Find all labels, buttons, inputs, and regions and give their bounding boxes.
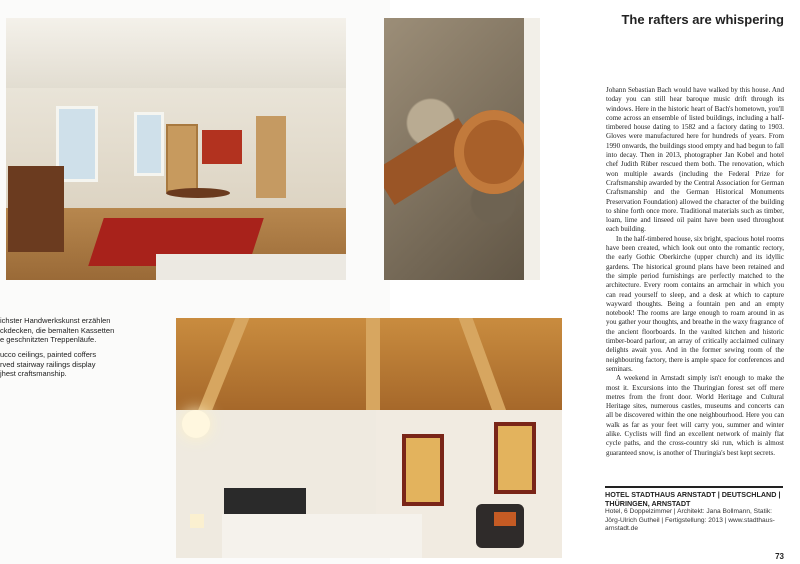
photo-bedroom (176, 318, 562, 558)
window (402, 434, 444, 506)
hotel-info-title: HOTEL STADTHAUS ARNSTADT | DEUTSCHLAND | THÜRINGEN, ARNSTADT (605, 490, 781, 508)
page-number: 73 (775, 552, 784, 561)
caption-line: ichster Handwerkskunst erzählen (0, 316, 111, 325)
body-paragraph: Johann Sebastian Bach would have walked by this house. And today you can still hear baroque music drift through its windows. Here in the historic heart of Bach's hometown, you'll come across an ensemble of listed buildings, including a half-timbered house dating to 1582 and a factory dating to 1903. Gloves were manufactured here for hundreds of years. From 1990 onwards, the buildings stood empty and had begun to fall into decay. Then in 2013, photographer Jan Kobel and hotel chef Judith Rüber rescued them both. The renovation, which won multiple awards (including the Federal Prize for Craftsmanship awarded by the Central Association for German Craftsmanship and the German Historical Monuments Preservation Foundation) allowed the character of the building to shine forth once more. Traditional materials such as timber, loam, lime and linseed oil paint have been used throughout each building. (606, 86, 784, 234)
info-divider (605, 486, 783, 488)
bedside-lamp (190, 514, 204, 528)
wall-lamp (182, 410, 210, 438)
wooden-cabinet (256, 116, 286, 198)
carved-scroll (454, 110, 534, 194)
body-paragraph: In the half-timbered house, six bright, spacious hotel rooms have been created, which look out onto the romantic rectory, the early Gothic Oberkirche (upper church) and its idyllic gardens. The historical ground plans have been retained and the simple period furnishings are perfectly matched to the architecture. Every room contains an armchair in which you can read yourself to sleep, and a desk at which to capture wayward thoughts. Being a fountain pen and an empty notebook! The rooms are large enough to roam around in as you gather your thoughts, and breathe in the waxy fragrance of the ancient floorboards. In the vaulted kitchen and historic timber-board parlour, an array of critically acclaimed culinary delights await you. And in the former sewing room of the neighbouring factory, there is ample space for conferences and seminars. (606, 234, 784, 373)
caption-line: e geschnitzten Treppenläufe. (0, 335, 97, 344)
double-bed (222, 514, 422, 558)
light-edge (524, 18, 540, 280)
ceiling-beam (366, 318, 380, 414)
red-painting (202, 130, 242, 164)
orange-blanket (494, 512, 516, 526)
window (134, 112, 164, 176)
caption-line: ckdecken, die bemalten Kassetten (0, 325, 115, 335)
wooden-door (166, 124, 198, 192)
caption-german (0, 316, 176, 345)
caption-line: ucco ceilings, painted coffers (0, 350, 97, 359)
photo-living-room (6, 18, 346, 280)
hotel-info-details: Hotel, 6 Doppelzimmer | Architekt: Jana Bollmann, Statik: Jörg-Ulrich Gutheil | Fertigstellung: 2013 | www.stadthaus-arnstadt.de (605, 508, 775, 532)
article-body (606, 86, 784, 458)
round-table (166, 188, 230, 198)
caption-line: rved stairway railings display (0, 359, 96, 369)
body-paragraph: A weekend in Arnstadt simply isn't enough to make the most it. Excursions into the Thuringian forest set off mere metres from the front door. World Heritage and Cultural Heritage sites, numerous castles, museums and concerts can all be discovered within the one neighbourhood. Here you can walk as far as your feet will carry you, summer and winter alike. Cyclists will find an excellent network of mainly flat cycle paths, and the cross-country ski run, which is almost guaranteed snow, is another of Thuringia's best kept secrets. (606, 374, 784, 457)
caption-line: jhest craftsmanship. (0, 369, 67, 378)
antique-desk (8, 166, 64, 252)
caption-english (0, 350, 176, 379)
article-headline: The rafters are whispering (621, 12, 784, 27)
white-rug (156, 254, 346, 280)
stucco-ceiling (6, 18, 346, 88)
armchair (476, 504, 524, 548)
window (494, 422, 536, 494)
photo-carved-banister (384, 18, 540, 280)
